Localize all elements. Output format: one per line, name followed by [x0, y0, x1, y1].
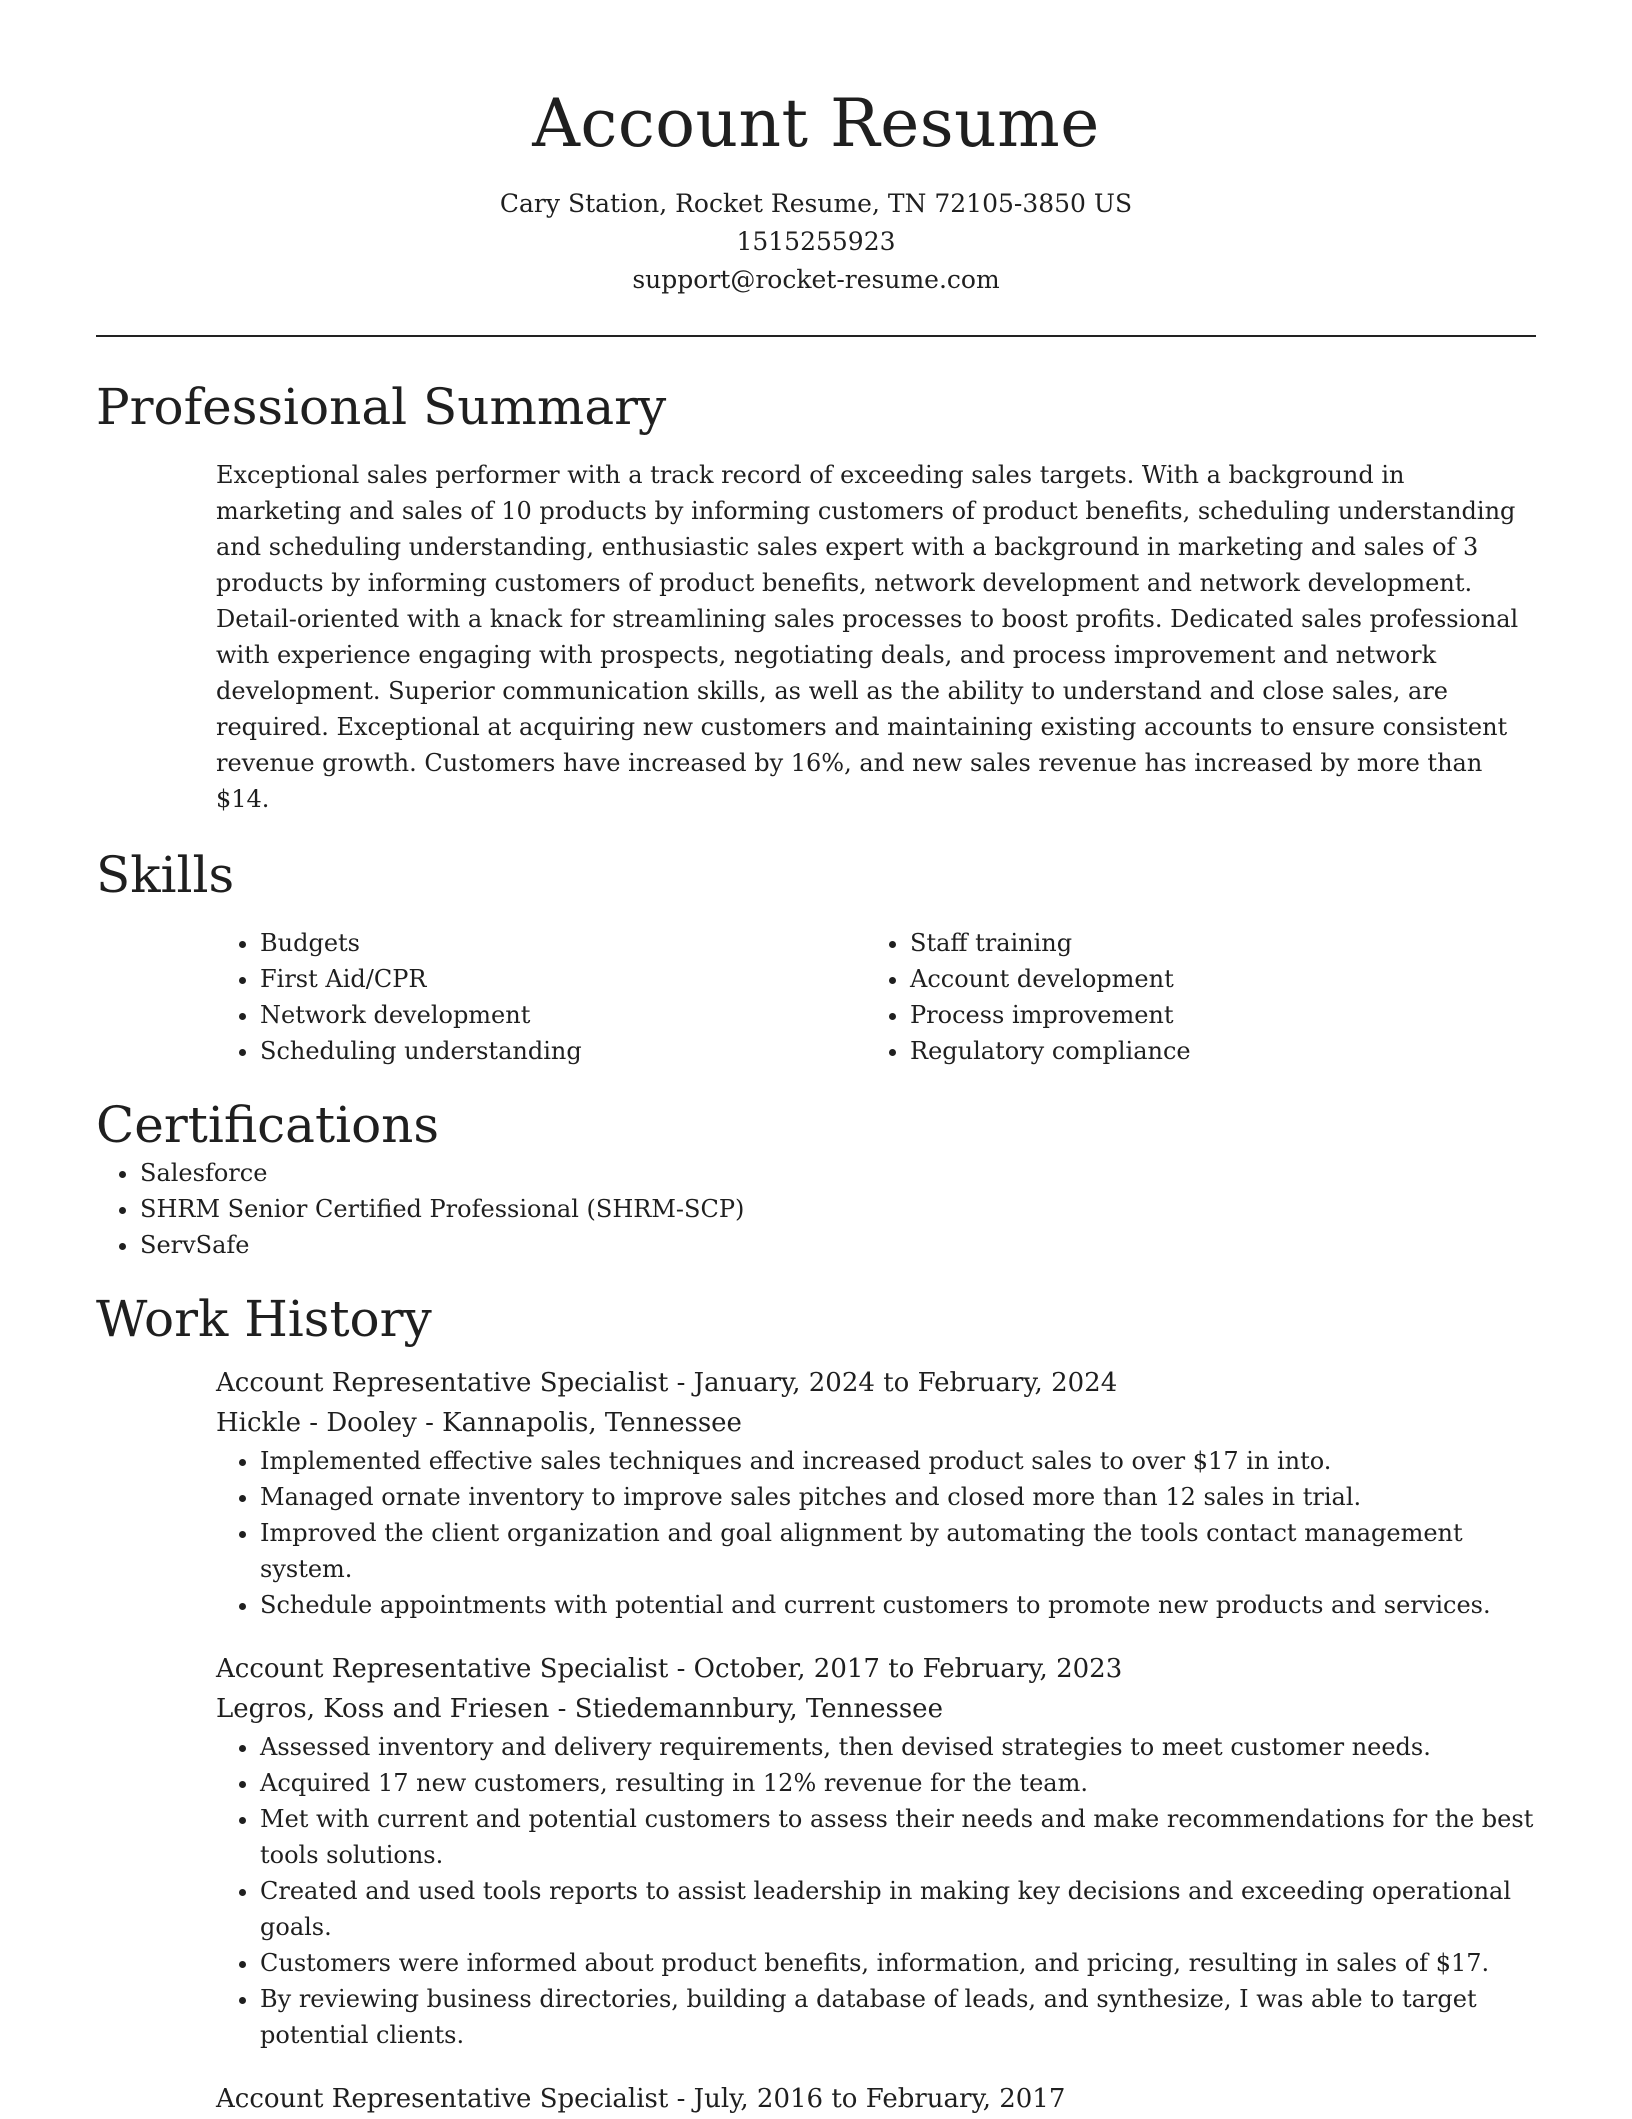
job-bullet: • By reviewing business directories, building a database of leads, and synthesize, I was able to target potential clients.: [260, 1981, 1536, 2053]
job-title: Account Representative Specialist - January, 2024 to February, 2024: [216, 1368, 1118, 1399]
job-bullet: • Customers were informed about product benefits, information, and pricing, resulting in sales of $17.: [260, 1945, 1536, 1981]
job-bullet: • Met with current and potential customers to assess their needs and make recommendations for the best tools solutions.: [260, 1801, 1536, 1873]
skills-section: [96, 845, 1536, 1069]
skill-item: • Regulatory compliance: [910, 1033, 1536, 1069]
job-company: Legros, Koss and Friesen - Stiedemannbury, Tennessee: [216, 1694, 943, 1725]
skill-item: • Budgets: [260, 925, 866, 961]
contact-phone: 1515255923: [736, 227, 896, 257]
certification-item: • Salesforce: [140, 1155, 1536, 1191]
job-bullet: • Assessed inventory and delivery requirements, then devised strategies to meet customer needs.: [260, 1729, 1536, 1765]
certification-item: • ServSafe: [140, 1227, 1536, 1263]
certifications-list: [96, 1155, 1536, 1263]
header-divider: [96, 335, 1536, 337]
job-bullet: • Created and used tools reports to assist leadership in making key decisions and exceeding operational goals.: [260, 1873, 1536, 1945]
job-bullet: • Acquired 17 new customers, resulting in 12% revenue for the team.: [260, 1765, 1536, 1801]
job-bullet: • Managed ornate inventory to improve sales pitches and closed more than 12 sales in trial.: [260, 1479, 1536, 1515]
job-entry: [216, 1649, 1536, 2053]
resume-header: [96, 0, 1536, 299]
job-title: Account Representative Specialist - July, 2016 to February, 2017: [216, 2084, 1066, 2115]
contact-address: Cary Station, Rocket Resume, TN 72105-3850 US: [499, 189, 1133, 219]
work-history-section: [96, 1289, 1536, 2119]
skills-list-right: [866, 925, 1536, 1069]
job-entry: [216, 2079, 1536, 2119]
skill-item: • Network development: [260, 997, 866, 1033]
certifications-section: [96, 1095, 1536, 1263]
job-title: Account Representative Specialist - October, 2017 to February, 2023: [216, 1654, 1123, 1685]
job-entry: [216, 1363, 1536, 1623]
skills-list-left: [216, 925, 866, 1069]
skill-item: • Staff training: [910, 925, 1536, 961]
skill-item: • Account development: [910, 961, 1536, 997]
job-bullets: [216, 1443, 1536, 1623]
job-company: Hickle - Dooley - Kannapolis, Tennessee: [216, 1408, 742, 1439]
job-bullet: • Schedule appointments with potential and current customers to promote new products and services.: [260, 1587, 1536, 1623]
summary-heading: Professional Summary: [96, 378, 667, 437]
contact-email: support@rocket-resume.com: [632, 265, 1000, 295]
summary-section: [96, 377, 1536, 817]
certifications-heading: Certifications: [96, 1096, 440, 1155]
summary-text: Exceptional sales performer with a track record of exceeding sales targets. With a background in marketing and sales of 10 products by informing customers of product benefits, scheduling understanding and scheduling understanding, enthusiastic sales expert with a background in marketing and sales of 3 products by informing customers of product benefits, network development and network development. Detail-oriented with a knack for streamlining sales processes to boost profits. Dedicated sales professional with experience engaging with prospects, negotiating deals, and process improvement and network development. Superior communication skills, as well as the ability to understand and close sales, are required. Exceptional at acquiring new customers and maintaining existing accounts to ensure consistent revenue growth. Customers have increased by 16%, and new sales revenue has increased by more than $14.: [216, 461, 1519, 814]
work-history-heading: Work History: [96, 1290, 432, 1349]
skills-heading: Skills: [96, 846, 235, 905]
job-bullet: • Improved the client organization and goal alignment by automating the tools contact management system.: [260, 1515, 1536, 1587]
skill-item: • Process improvement: [910, 997, 1536, 1033]
job-bullets: [216, 1729, 1536, 2053]
skill-item: • Scheduling understanding: [260, 1033, 866, 1069]
resume-title: Account Resume: [532, 85, 1100, 162]
skills-grid: [216, 925, 1536, 1069]
job-bullet: • Implemented effective sales techniques and increased product sales to over $17 in into.: [260, 1443, 1536, 1479]
certification-item: • SHRM Senior Certified Professional (SHRM-SCP): [140, 1191, 1536, 1227]
skill-item: • First Aid/CPR: [260, 961, 866, 997]
